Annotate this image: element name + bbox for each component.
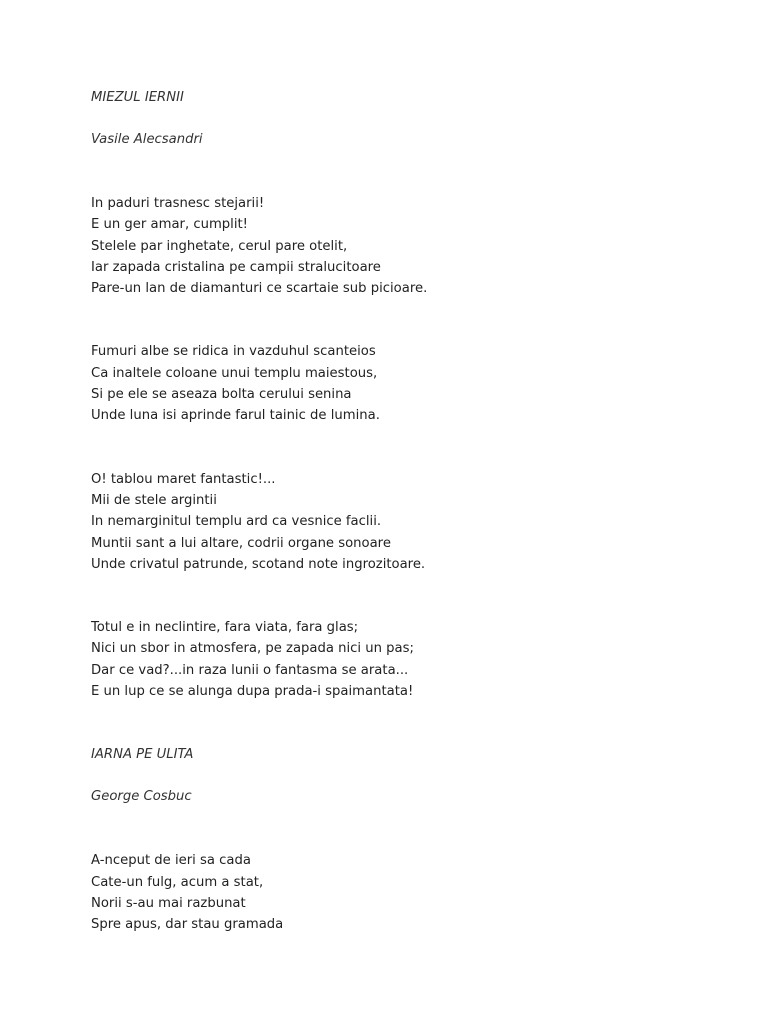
verse-line: Totul e in neclintire, fara viata, fara glas; xyxy=(91,620,359,636)
verse-line: Muntii sant a lui altare, codrii organe sonoare xyxy=(91,535,391,551)
verse-line: Fumuri albe se ridica in vazduhul scanteios xyxy=(91,344,376,360)
verse-line: Iar zapada cristalina pe campii stralucitoare xyxy=(91,259,381,275)
verse-line: Nici un sbor in atmosfera, pe zapada nici un pas; xyxy=(91,641,414,657)
stanza xyxy=(91,193,731,299)
verse-line: In nemarginitul templu ard ca vesnice faclii. xyxy=(91,514,382,530)
verse-line: E un lup ce se alunga dupa prada-i spaimantata! xyxy=(91,684,414,700)
verse-line: Pare-un lan de diamanturi ce scartaie sub picioare. xyxy=(91,281,428,297)
verse-line: A-nceput de ieri sa cada xyxy=(91,853,251,869)
verse-line: Ca inaltele coloane unui templu maiestous, xyxy=(91,365,378,381)
verse-line: E un ger amar, cumplit! xyxy=(91,217,248,233)
document-page xyxy=(91,87,731,978)
poem-author: George Cosbuc xyxy=(91,789,192,805)
verse-line: In paduri trasnesc stejarii! xyxy=(91,196,265,211)
verse-line: Mii de stele argintii xyxy=(91,492,217,508)
poem-iarna-pe-ulita xyxy=(91,744,731,935)
poem-author: Vasile Alecsandri xyxy=(91,132,203,147)
poem-miezul-iernii xyxy=(91,87,731,702)
verse-line: Si pe ele se aseaza bolta cerului senina xyxy=(91,387,352,403)
verse-line: Spre apus, dar stau gramada xyxy=(91,917,284,933)
poem-title: IARNA PE ULITA xyxy=(91,747,194,763)
stanza xyxy=(91,850,731,935)
verse-line: Cate-un fulg, acum a stat, xyxy=(91,874,264,890)
verse-line: Unde crivatul patrunde, scotand note ingrozitoare. xyxy=(91,556,426,572)
verse-line: O! tablou maret fantastic!... xyxy=(91,471,276,487)
poem-title: MIEZUL IERNII xyxy=(91,90,184,105)
stanza xyxy=(91,469,731,575)
verse-line: Norii s-au mai razbunat xyxy=(91,895,246,911)
verse-line: Stelele par inghetate, cerul pare otelit, xyxy=(91,238,348,254)
verse-line: Dar ce vad?...in raza lunii o fantasma se arata... xyxy=(91,662,409,678)
verse-line: Unde luna isi aprinde farul tainic de lumina. xyxy=(91,408,380,424)
stanza xyxy=(91,341,731,426)
stanza xyxy=(91,617,731,702)
